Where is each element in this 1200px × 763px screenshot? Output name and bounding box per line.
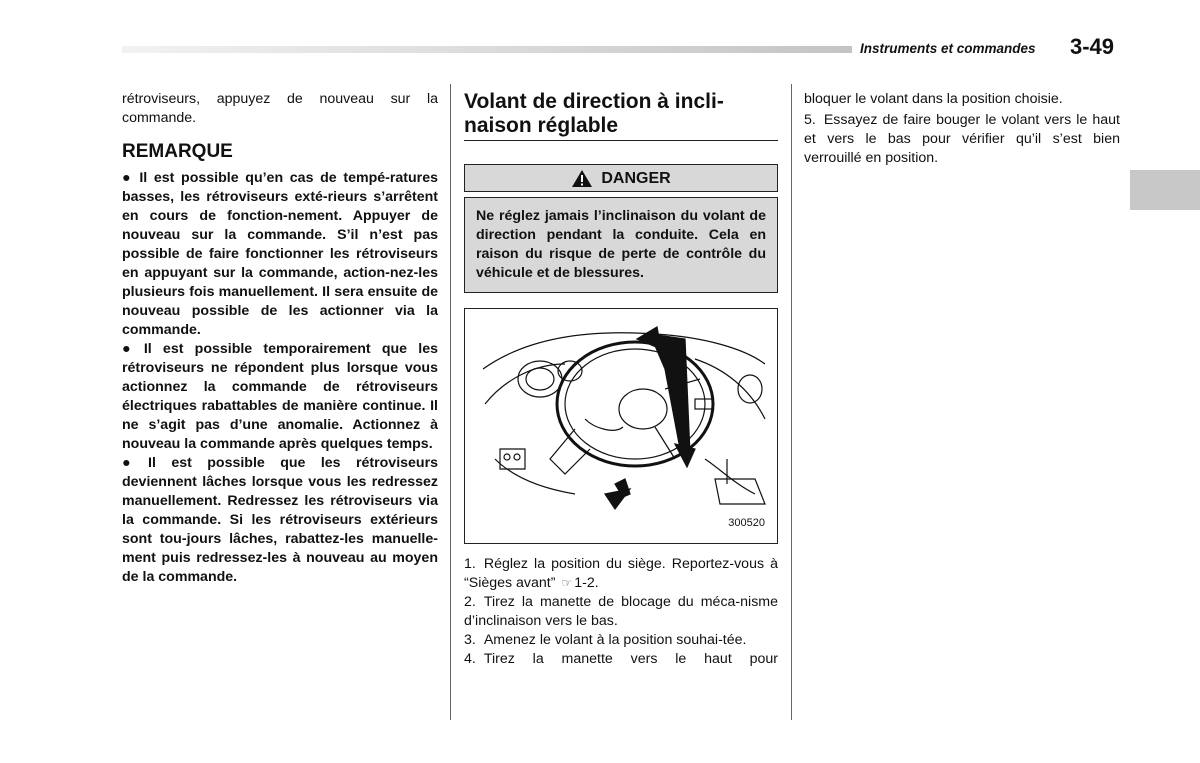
step-reference: 1-2.	[574, 575, 599, 591]
step-number: 4.	[464, 651, 476, 667]
column-divider-right	[791, 84, 792, 720]
step-number: 2.	[464, 594, 476, 610]
danger-label: DANGER	[601, 169, 671, 187]
continuation-text: bloquer le volant dans la position choisie.	[804, 91, 1063, 107]
steering-wheel-illustration	[464, 308, 778, 544]
procedure-steps	[464, 555, 778, 669]
step-text: Réglez la position du siège. Reportez-vous à “Sièges avant”	[464, 556, 778, 591]
bullet-icon: ●	[122, 455, 143, 471]
remark-bullet	[122, 454, 438, 587]
section-title: Volant de direction à incli-naison réglable	[464, 90, 778, 141]
procedure-step	[464, 631, 778, 650]
step-text: Tirez la manette de blocage du méca-nisme d’inclinaison vers le bas.	[464, 594, 778, 629]
procedure-step	[464, 555, 778, 593]
figure-code: 300520	[728, 517, 765, 529]
column-middle	[464, 90, 778, 669]
remark-bullet	[122, 169, 438, 340]
procedure-step	[464, 650, 778, 669]
remark-bullet-text: Il est possible temporairement que les rétroviseurs ne répondent plus lorsque vous actionnez la commande de rétroviseurs électriques rabattables de manière continue. Il ne s’agit pas d’une anomalie. Actionnez à nouveau la commande après quelques temps.	[122, 341, 438, 452]
step-number: 5.	[804, 112, 816, 128]
remark-bullet	[122, 340, 438, 454]
page-number: 3-49	[1070, 34, 1115, 59]
remark-bullet-text: Il est possible que les rétroviseurs deviennent lâches lorsque vous les redressez manuellement. Redressez les rétroviseurs via la commande. Si les rétroviseurs extérieurs sont tou-jours lâches, rabattez-les manuelle-ment puis redressez-les à nouveau au moyen de la commande.	[122, 455, 438, 585]
remark-heading: REMARQUE	[122, 141, 233, 162]
procedure-step	[804, 111, 1120, 168]
steering-tilt-drawing	[465, 309, 776, 542]
column-right	[804, 90, 1120, 168]
danger-header	[464, 164, 778, 192]
column-divider-left	[450, 84, 451, 720]
remark-bullet-text: Il est possible qu’en cas de tempé-ratures basses, les rétroviseurs exté-rieurs s’arrêtent en cours de fonction-nement. Appuyer de nouveau sur la commande. S’il n’est pas possible de faire fonctionner les rétroviseurs en appuyant sur la commande, action-nez-les plusieurs fois manuellement. Il sera ensuite de nouveau possible de les actionner via la commande.	[122, 170, 438, 338]
bullet-icon: ●	[122, 170, 134, 186]
step-text: Essayez de faire bouger le volant vers le haut et vers le bas pour vérifier qu’il s’est bien verrouillé en position.	[804, 112, 1120, 166]
chapter-side-tab	[1130, 170, 1200, 210]
procedure-step	[464, 593, 778, 631]
step-text: Amenez le volant à la position souhai-tée.	[483, 632, 747, 648]
header-rule	[122, 46, 852, 53]
step-text: Tirez la manette vers le haut pour	[483, 651, 778, 667]
running-header-title: Instruments et commandes	[860, 41, 1036, 56]
step-number: 1.	[464, 556, 476, 572]
pointing-hand-icon: ☞	[561, 576, 573, 590]
step-number: 3.	[464, 632, 476, 648]
bullet-icon: ●	[122, 341, 138, 357]
column-left	[122, 90, 438, 587]
warning-triangle-icon	[571, 169, 593, 188]
intro-paragraph: rétroviseurs, appuyez de nouveau sur la commande.	[122, 91, 438, 126]
danger-message: Ne réglez jamais l’inclinaison du volant de direction pendant la conduite. Cela en raison du risque de perte de contrôle du véhicule et de blessures.	[464, 197, 778, 293]
